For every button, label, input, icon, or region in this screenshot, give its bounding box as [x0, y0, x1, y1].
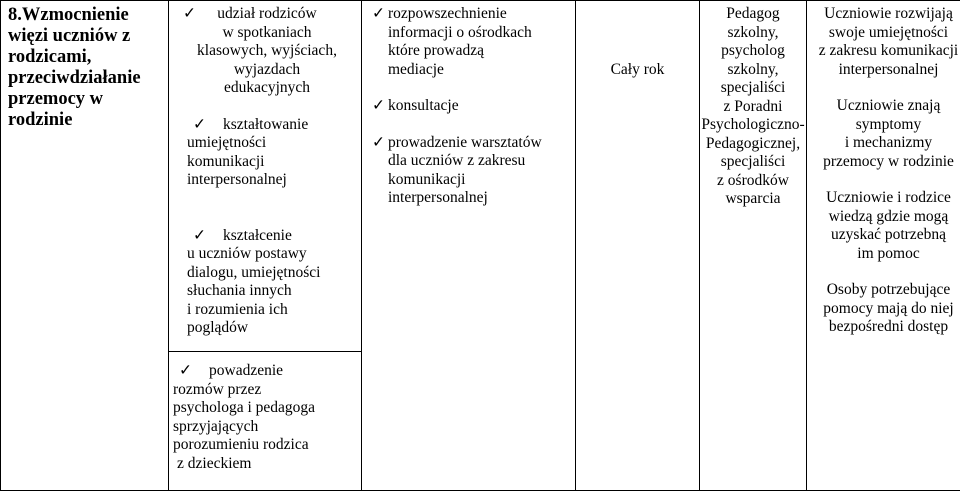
method-text: mediacje — [388, 60, 444, 78]
table-row — [1, 1, 960, 352]
task-text: klasowych, wyjściach, — [197, 42, 337, 59]
responsible-text: z Poradni — [723, 97, 783, 115]
responsible-text: specjaliści — [720, 79, 786, 96]
task-text: udział rodziców — [217, 5, 317, 22]
method-text: informacji o ośrodkach — [388, 23, 532, 41]
checkmark-icon: ✓ — [193, 115, 206, 133]
method-item — [362, 134, 575, 208]
responsible-text: Pedagogicznej, — [705, 134, 801, 152]
outcome-item — [807, 97, 960, 171]
outcome-item — [807, 5, 960, 79]
task-text: komunikacji — [187, 152, 265, 170]
method-text: które prowadzą — [388, 42, 484, 59]
responsible-text: Pedagog — [726, 5, 780, 22]
title-line: 8.Wzmocnienie — [8, 5, 129, 25]
outcome-text: pomocy mają do niej — [823, 299, 954, 317]
responsible-text: wsparcia — [725, 190, 781, 207]
task-text: wyjazdach — [233, 60, 301, 78]
responsible-text: szkolny, — [727, 23, 779, 41]
method-text: dla uczniów z zakresu — [388, 152, 526, 169]
tasks-cell-bottom — [169, 352, 362, 491]
task-text: edukacyjnych — [223, 79, 311, 96]
checkmark-icon: ✓ — [179, 362, 192, 379]
task-item — [169, 5, 361, 98]
outcome-text: uzyskać potrzebną — [831, 226, 946, 243]
method-text: konsultacje — [388, 97, 459, 114]
task-text: dialogu, umiejętności — [187, 263, 321, 281]
checkmark-icon: ✓ — [372, 97, 385, 114]
task-text: sprzyjających — [173, 417, 259, 435]
section-title — [8, 5, 166, 131]
outcome-text: interpersonalnej — [838, 60, 939, 78]
method-text: komunikacji — [388, 170, 466, 188]
task-text: interpersonalnej — [187, 171, 287, 188]
outcome-text: Uczniowie i rodzice — [826, 189, 951, 206]
outcome-text: przemocy w rodzinie — [823, 152, 954, 170]
task-text: kształtowanie — [223, 115, 309, 133]
method-text: rozpowszechnienie — [388, 5, 507, 22]
responsible-text: psycholog — [721, 42, 785, 59]
method-text: interpersonalnej — [388, 189, 488, 206]
task-item — [169, 362, 361, 473]
outcome-text: symptomy — [855, 115, 922, 133]
task-text: u uczniów postawy — [187, 245, 307, 262]
checkmark-icon: ✓ — [193, 226, 206, 244]
title-line: rodzicami, — [8, 47, 92, 67]
outcome-text: Uczniowie rozwijają — [824, 5, 953, 22]
responsible-text: Psychologiczno- — [701, 116, 805, 133]
checkmark-icon: ✓ — [372, 133, 385, 151]
task-item — [169, 227, 361, 338]
title-line: więzi uczniów z — [8, 26, 131, 46]
checkmark-icon: ✓ — [372, 5, 385, 22]
outcome-text: im pomoc — [857, 244, 920, 262]
outcome-item — [807, 189, 960, 263]
task-text: w spotkaniach — [222, 23, 312, 41]
outcome-text: swoje umiejętności — [828, 23, 949, 41]
task-text: i rozumienia ich — [187, 300, 288, 318]
method-item — [362, 97, 575, 116]
task-text: umiejętności — [187, 134, 267, 151]
responsible-cell — [700, 1, 807, 491]
task-item — [169, 116, 361, 190]
tasks-cell — [169, 1, 362, 352]
task-text: słuchania innych — [187, 282, 292, 299]
outcome-text: bezpośredni dostęp — [828, 318, 949, 335]
task-text: kształcenie — [223, 226, 292, 244]
title-line: przemocy w — [8, 89, 104, 109]
task-text: z dzieckiem — [177, 454, 252, 472]
term-text: Cały rok — [610, 61, 665, 78]
task-text: powadzenie — [209, 362, 284, 379]
outcome-text: wiedzą gdzie mogą — [828, 207, 949, 225]
term-cell — [576, 1, 700, 491]
outcome-item — [807, 281, 960, 337]
task-text: psychologa i pedagoga — [173, 399, 316, 416]
outcome-text: Osoby potrzebujące — [826, 281, 951, 298]
task-text: porozumieniu rodzica — [173, 436, 309, 453]
outcome-text: Uczniowie znają — [836, 97, 941, 114]
outcomes-cell — [807, 1, 960, 491]
outcome-text: i mechanizmy — [844, 134, 933, 151]
section-title-cell — [1, 1, 169, 491]
task-text: poglądów — [187, 319, 249, 336]
checkmark-icon: ✓ — [183, 5, 196, 22]
outcome-text: z zakresu komunikacji — [818, 42, 959, 59]
task-text: rozmów przez — [173, 380, 262, 398]
title-line: rodzinie — [8, 110, 73, 130]
responsible-text: specjaliści — [720, 153, 786, 170]
methods-cell — [362, 1, 576, 491]
method-text: prowadzenie warsztatów — [388, 133, 542, 151]
title-line: przeciwdziałanie — [8, 68, 141, 88]
method-item — [362, 5, 575, 79]
responsible-text: z ośrodków — [717, 171, 789, 189]
responsible-text: szkolny, — [727, 60, 779, 78]
